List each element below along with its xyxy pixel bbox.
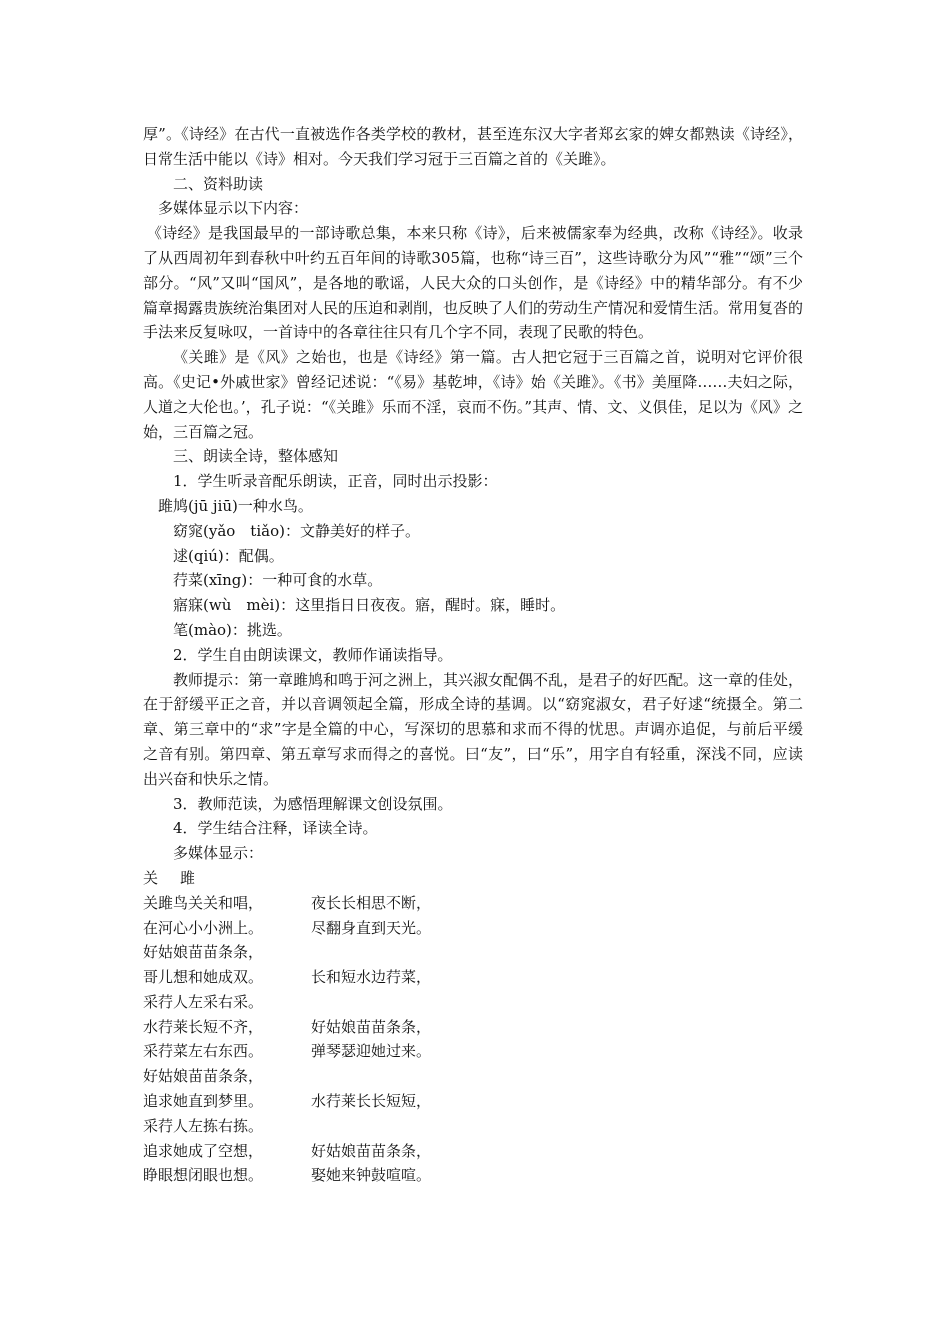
poem-line-left: 采荇人左采右采。 bbox=[143, 992, 264, 1011]
step-2: 2．学生自由朗读课文，教师作诵读指导。 bbox=[173, 645, 453, 664]
poem-line-left: 关雎鸟关关和唱， bbox=[143, 893, 264, 912]
section-heading-reading: 三、朗读全诗，整体感知 bbox=[173, 447, 339, 466]
poem-line-right: 好姑娘苗苗条条， bbox=[311, 1017, 432, 1036]
gloss-xingcai: 荇菜(xīng)：一种可食的水草。 bbox=[173, 571, 383, 590]
poem-row bbox=[143, 965, 803, 990]
poem-line-left: 采荇菜左右东西。 bbox=[143, 1042, 264, 1061]
step-4: 4．学生结合注释，译读全诗。 bbox=[173, 819, 378, 838]
poem-row bbox=[143, 916, 803, 941]
poem-line-left: 好姑娘苗苗条条， bbox=[143, 1067, 264, 1086]
poem-row bbox=[143, 1039, 803, 1064]
step-1: 1．学生听录音配乐朗读，正音，同时出示投影： bbox=[173, 472, 498, 491]
multimedia-display-label: 多媒体显示： bbox=[173, 844, 264, 863]
poem-row bbox=[143, 1114, 803, 1139]
poem-title-char-1: 关 bbox=[143, 868, 159, 887]
poem-row bbox=[143, 1015, 803, 1040]
poem-line-left: 好姑娘苗苗条条， bbox=[143, 943, 264, 962]
poem-row bbox=[143, 1064, 803, 1089]
poem-title bbox=[143, 866, 803, 891]
poem-line-right: 长和短水边荇菜， bbox=[311, 968, 432, 987]
poem-row bbox=[143, 891, 803, 916]
poem-line-right: 水荇莱长长短短， bbox=[311, 1092, 432, 1111]
poem-line-right: 好姑娘苗苗条条， bbox=[311, 1141, 432, 1160]
poem-line-left: 哥儿想和她成双。 bbox=[143, 968, 264, 987]
shijing-paragraph: 《诗经》是我国最早的一部诗歌总集，本来只称《诗》，后来被儒家奉为经典，改称《诗经》。收录了从西周初年到春秋中叶约五百年间的诗歌305篇，也称“诗三百”，这些诗歌分为风”“雅”“颂”三个部分。“风”又叫“国风”，是各地的歌谣，人民大众的口头创作，是《诗经》中的精华部分。有不少篇章揭露贵族统治集团对人民的压迫和剥削，也反映了人们的劳动生产情况和爱情生活。常用复沓的手法来反复咏叹，一首诗中的各章往往只有几个字不同，表现了民歌的特色。 bbox=[143, 224, 804, 342]
gloss-qiu: 逑(qiú)：配偶。 bbox=[173, 546, 284, 565]
poem-line-left: 水荇莱长短不齐， bbox=[143, 1017, 264, 1036]
guanju-paragraph: 《关雎》是《风》之始也，也是《诗经》第一篇。古人把它冠于三百篇之首，说明对它评价很高。《史记•外戚世家》曾经记述说：“《易》基乾坤，《诗》始《关雎》。《书》美厘降……夫妇之际，人道之大伦也。’，孔子说：“《关雎》乐而不淫，哀而不伤。”其声、情、文、义俱佳，足以为《风》之始，三百篇之冠。 bbox=[143, 348, 803, 441]
poem-line-left: 采荇人左拣右拣。 bbox=[143, 1116, 264, 1135]
poem-line-left: 追求她直到梦里。 bbox=[143, 1092, 264, 1111]
teacher-tip-paragraph: 教师提示：第一章雎鸠和鸣于河之洲上，其兴淑女配偶不乱，是君子的好匹配。这一章的佳处，在于舒缓平正之音，并以音调领起全篇，形成全诗的基调。以“窈窕淑女，君子好逑“统摄全。第二章、第三章中的“求”字是全篇的中心，写深切的思慕和求而不得的忧思。声调亦追促，与前后平缓之音有别。第四章、第五章写求而得之的喜悦。曰“友”，曰“乐”，用字自有轻重，深浅不同，应读出兴奋和快乐之情。 bbox=[143, 670, 804, 788]
poem-row bbox=[143, 940, 803, 965]
poem-line-right: 夜长长相思不断， bbox=[311, 893, 432, 912]
poem-row bbox=[143, 990, 803, 1015]
intro-paragraph: 厚”。《诗经》在古代一直被选作各类学校的教材，甚至连东汉大字者郑玄家的婢女都熟读《诗经》，日常生活中能以《诗》相对。今天我们学习冠于三百篇之首的《关雎》。 bbox=[143, 125, 803, 168]
poem-line-right: 尽翻身直到天光。 bbox=[311, 918, 432, 937]
poem-row bbox=[143, 1089, 803, 1114]
poem-translation bbox=[143, 891, 803, 1189]
gloss-jujiu: 雎鸠(jū jiū)一种水鸟。 bbox=[158, 496, 313, 515]
step-3: 3．教师范读，为感悟理解课文创设氛围。 bbox=[173, 794, 453, 813]
poem-line-left: 在河心小小洲上。 bbox=[143, 918, 264, 937]
poem-title-char-2: 雎 bbox=[180, 868, 196, 887]
gloss-mao: 笔(mào)：挑选。 bbox=[173, 620, 292, 639]
gloss-yaotiao: 窈窕(yǎo tiǎo)：文静美好的样子。 bbox=[173, 521, 420, 540]
poem-row bbox=[143, 1163, 803, 1188]
document-page bbox=[143, 122, 803, 1188]
gloss-wumei: 寤寐(wù mèi)：这里指日日夜夜。寤，醒时。寐，睡时。 bbox=[173, 596, 566, 615]
poem-line-left: 睁眼想闭眼也想。 bbox=[143, 1166, 264, 1185]
poem-line-right: 弹琴瑟迎她过来。 bbox=[311, 1042, 432, 1061]
multimedia-note: 多媒体显示以下内容： bbox=[158, 199, 309, 218]
poem-line-right: 娶她来钟鼓喧喧。 bbox=[311, 1166, 432, 1185]
section-heading-materials: 二、资料助读 bbox=[173, 174, 264, 193]
poem-line-left: 追求她成了空想， bbox=[143, 1141, 264, 1160]
poem-row bbox=[143, 1139, 803, 1164]
